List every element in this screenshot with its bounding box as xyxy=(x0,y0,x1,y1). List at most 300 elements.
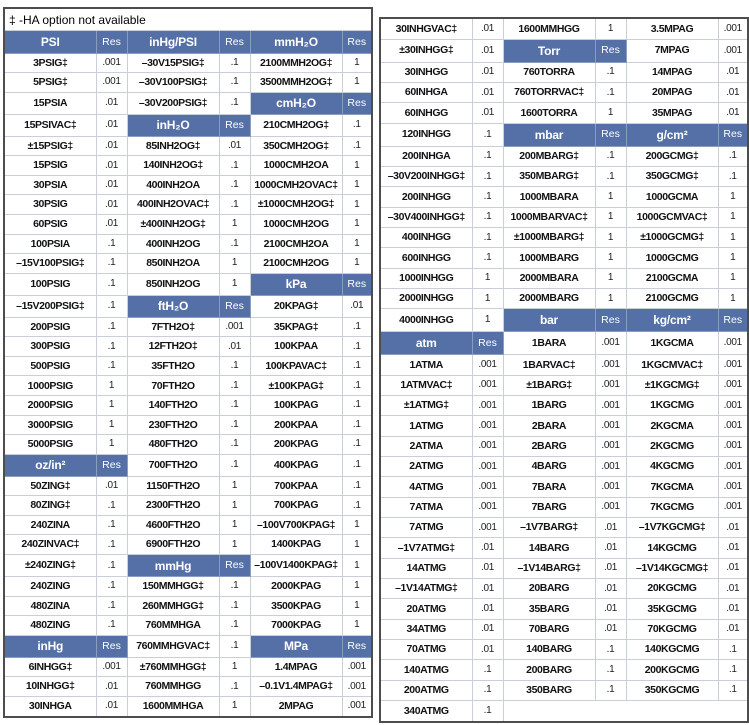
table-row xyxy=(4,435,372,455)
resolution-cell: .1 xyxy=(219,677,250,697)
unit-header-cell: inHg/PSI xyxy=(127,31,219,53)
unit-header-row xyxy=(4,31,372,53)
table-row xyxy=(380,207,748,227)
resolution-cell: .01 xyxy=(595,538,626,558)
table-row xyxy=(4,496,372,516)
resolution-cell: .1 xyxy=(219,73,250,93)
resolution-cell: 1 xyxy=(595,103,626,123)
unit-header-cell: kPa xyxy=(250,273,342,295)
resolution-cell: .01 xyxy=(718,558,748,578)
res-header-cell: Res xyxy=(718,309,748,332)
model-code-cell: ±1BARG‡ xyxy=(503,375,595,395)
table-row xyxy=(4,577,372,597)
resolution-cell: .1 xyxy=(472,660,503,680)
resolution-cell: .1 xyxy=(595,680,626,700)
model-code-cell: 1BARA xyxy=(503,332,595,355)
model-code-cell: 3500MMH2OG‡ xyxy=(250,73,342,93)
resolution-cell: .001 xyxy=(718,416,748,436)
resolution-cell: .01 xyxy=(595,578,626,598)
resolution-cell: 1 xyxy=(219,515,250,535)
model-code-cell: 140KGCMG xyxy=(626,639,718,659)
res-header-cell: Res xyxy=(219,114,250,136)
resolution-cell: .001 xyxy=(595,375,626,395)
res-header-cell: Res xyxy=(342,92,372,114)
resolution-cell: .001 xyxy=(96,53,127,73)
unit-header-cell: PSI xyxy=(4,31,96,53)
unit-header-cell: kg/cm² xyxy=(626,309,718,332)
resolution-cell: 1 xyxy=(472,268,503,288)
model-code-cell: 120INHGG xyxy=(380,123,472,146)
table-row xyxy=(380,700,748,722)
model-code-cell: 2000KPAG xyxy=(250,577,342,597)
table-row xyxy=(4,337,372,357)
table-row xyxy=(4,156,372,176)
model-code-cell: 1BARVAC‡ xyxy=(503,355,595,375)
model-code-cell: 200GCMG‡ xyxy=(626,146,718,166)
resolution-cell: .001 xyxy=(718,355,748,375)
model-code-cell: 1600MMHGA xyxy=(127,696,219,717)
resolution-cell: 1 xyxy=(342,73,372,93)
unit-header-cell: ftH₂O xyxy=(127,295,219,317)
table-row xyxy=(4,215,372,235)
model-code-cell: 400INHGG xyxy=(380,227,472,247)
resolution-cell: .1 xyxy=(96,317,127,337)
model-code-cell: 15PSIG xyxy=(4,156,96,176)
table-row xyxy=(380,375,748,395)
resolution-cell: .001 xyxy=(595,355,626,375)
model-code-cell: 4BARG xyxy=(503,456,595,476)
model-code-cell: 30PSIA xyxy=(4,175,96,195)
model-code-cell: –100V700KPAG‡ xyxy=(250,515,342,535)
resolution-cell: .1 xyxy=(595,660,626,680)
unit-header-cell: Torr xyxy=(503,39,595,62)
resolution-cell: .001 xyxy=(472,375,503,395)
table-row xyxy=(4,53,372,73)
model-code-cell: 2KGCMA xyxy=(626,416,718,436)
model-code-cell: 60INHGG xyxy=(380,103,472,123)
table-row xyxy=(4,515,372,535)
resolution-cell: 1 xyxy=(342,616,372,636)
resolution-cell: .01 xyxy=(718,62,748,82)
table-row xyxy=(380,436,748,456)
model-code-cell: 400INH2OA xyxy=(127,175,219,195)
model-code-cell: 1000CMH2OA xyxy=(250,156,342,176)
table-row xyxy=(380,62,748,82)
table-row xyxy=(4,195,372,215)
model-code-cell: 30INHGVAC‡ xyxy=(380,18,472,39)
model-code-cell: 1600TORRA xyxy=(503,103,595,123)
model-code-cell: 700KPAG xyxy=(250,496,342,516)
model-code-cell: 70ATMG xyxy=(380,639,472,659)
resolution-cell: .01 xyxy=(96,156,127,176)
res-header-cell: Res xyxy=(595,309,626,332)
resolution-cell: .01 xyxy=(472,39,503,62)
model-code-cell: 1ATMVAC‡ xyxy=(380,375,472,395)
model-code-cell: 480FTH2O xyxy=(127,435,219,455)
resolution-cell: .01 xyxy=(472,639,503,659)
table-row xyxy=(4,317,372,337)
table-row xyxy=(4,616,372,636)
model-code-cell: 50ZING‡ xyxy=(4,476,96,496)
res-header-cell: Res xyxy=(96,454,127,476)
model-code-cell: 35KGCMG xyxy=(626,599,718,619)
table-row xyxy=(380,83,748,103)
resolution-cell: .1 xyxy=(595,167,626,187)
table-row xyxy=(4,657,372,677)
model-code-cell: 2100CMH2OA xyxy=(250,234,342,254)
resolution-cell: .01 xyxy=(96,114,127,136)
resolution-cell: .01 xyxy=(472,83,503,103)
resolution-cell: 1 xyxy=(342,515,372,535)
resolution-cell: .001 xyxy=(472,436,503,456)
resolution-cell: .1 xyxy=(472,146,503,166)
resolution-cell: 1 xyxy=(595,268,626,288)
model-code-cell: 1000MBARVAC‡ xyxy=(503,207,595,227)
resolution-cell: .001 xyxy=(472,355,503,375)
model-code-cell: 1ATMA xyxy=(380,355,472,375)
table-row xyxy=(4,175,372,195)
resolution-cell: .1 xyxy=(219,435,250,455)
unit-header-cell: mmH₂O xyxy=(250,31,342,53)
model-code-cell: 2100GCMA xyxy=(626,268,718,288)
resolution-cell: .001 xyxy=(595,477,626,497)
model-code-cell: 100KPAA xyxy=(250,337,342,357)
resolution-cell: 1 xyxy=(595,18,626,39)
table-row xyxy=(4,254,372,274)
model-code-cell: 80ZING‡ xyxy=(4,496,96,516)
resolution-cell: 1 xyxy=(718,187,748,207)
resolution-cell: .1 xyxy=(595,146,626,166)
right-table-body xyxy=(380,18,748,722)
table-row xyxy=(380,395,748,415)
model-code-cell: ±760MMHGG‡ xyxy=(127,657,219,677)
resolution-cell: 1 xyxy=(595,248,626,268)
resolution-cell: .1 xyxy=(219,175,250,195)
table-row xyxy=(380,227,748,247)
model-code-cell: 200PSIG xyxy=(4,317,96,337)
model-code-cell: 230FTH2O xyxy=(127,415,219,435)
model-code-cell: 1600MMHGG xyxy=(503,18,595,39)
model-code-cell: 7ATMA xyxy=(380,497,472,517)
table-row xyxy=(380,619,748,639)
model-code-cell: 3500KPAG xyxy=(250,596,342,616)
table-row xyxy=(380,248,748,268)
resolution-cell: .1 xyxy=(219,195,250,215)
model-code-cell: 200INHGG xyxy=(380,187,472,207)
table-row xyxy=(4,596,372,616)
resolution-cell: .1 xyxy=(472,248,503,268)
model-code-cell: 850INH2OG xyxy=(127,273,219,295)
model-code-cell: 140INH2OG‡ xyxy=(127,156,219,176)
resolution-cell: .1 xyxy=(472,167,503,187)
table-row xyxy=(4,376,372,396)
model-code-cell: 150MMHGG‡ xyxy=(127,577,219,597)
table-row xyxy=(380,680,748,700)
resolution-cell: 1 xyxy=(219,476,250,496)
model-code-cell: –1V14ATMG‡ xyxy=(380,578,472,598)
res-header-cell: Res xyxy=(595,123,626,146)
model-code-cell: 1150FTH2O xyxy=(127,476,219,496)
model-code-cell: –30V200INHGG‡ xyxy=(380,167,472,187)
model-code-cell: 4000INHGG xyxy=(380,309,472,332)
resolution-cell: 1 xyxy=(219,657,250,677)
resolution-cell: 1 xyxy=(595,227,626,247)
resolution-cell: .1 xyxy=(96,496,127,516)
unit-header-cell: mmHg xyxy=(127,554,219,576)
table-row xyxy=(380,167,748,187)
pressure-spec-table-left xyxy=(3,7,373,718)
model-code-cell: ±1KGCMG‡ xyxy=(626,375,718,395)
resolution-cell: .01 xyxy=(472,619,503,639)
model-code-cell: 20KGCMG xyxy=(626,578,718,598)
res-header-cell: Res xyxy=(595,39,626,62)
model-code-cell: 6INHGG‡ xyxy=(4,657,96,677)
resolution-cell: .1 xyxy=(96,337,127,357)
unit-header-cell: oz/in² xyxy=(4,454,96,476)
resolution-cell: 1 xyxy=(342,234,372,254)
model-code-cell: 6900FTH2O xyxy=(127,535,219,555)
model-code-cell: 400INH2OG xyxy=(127,234,219,254)
resolution-cell: .01 xyxy=(96,136,127,156)
model-code-cell: 1KGCMVAC‡ xyxy=(626,355,718,375)
resolution-cell: .1 xyxy=(219,396,250,416)
table-row xyxy=(380,288,748,308)
model-code-cell: 4ATMG xyxy=(380,477,472,497)
model-code-cell: 10INHGG‡ xyxy=(4,677,96,697)
model-code-cell: 1000CMH2OG xyxy=(250,215,342,235)
model-code-cell: 350KGCMG xyxy=(626,680,718,700)
resolution-cell: .001 xyxy=(472,517,503,537)
resolution-cell: .1 xyxy=(219,356,250,376)
model-code-cell: 70KGCMG xyxy=(626,619,718,639)
resolution-cell: .001 xyxy=(219,317,250,337)
model-code-cell: 2100CMH2OG xyxy=(250,254,342,274)
resolution-cell: .1 xyxy=(342,496,372,516)
resolution-cell: .1 xyxy=(472,207,503,227)
resolution-cell: 1 xyxy=(342,53,372,73)
left-table-body xyxy=(4,8,372,717)
table-row xyxy=(4,415,372,435)
resolution-cell: .1 xyxy=(342,356,372,376)
model-code-cell: 240ZING xyxy=(4,577,96,597)
resolution-cell: .01 xyxy=(96,215,127,235)
model-code-cell: 3000PSIG xyxy=(4,415,96,435)
model-code-cell: 100PSIG xyxy=(4,273,96,295)
resolution-cell: .001 xyxy=(595,395,626,415)
resolution-cell: .001 xyxy=(342,696,372,717)
model-code-cell: 30INHGG xyxy=(380,62,472,82)
model-code-cell: 200KPAG xyxy=(250,435,342,455)
model-code-cell: 200INHGA xyxy=(380,146,472,166)
table-row xyxy=(380,355,748,375)
resolution-cell: 1 xyxy=(342,535,372,555)
resolution-cell: .001 xyxy=(718,332,748,355)
resolution-cell: .001 xyxy=(718,39,748,62)
resolution-cell: .001 xyxy=(718,477,748,497)
res-header-cell: Res xyxy=(219,554,250,576)
resolution-cell: .1 xyxy=(219,635,250,657)
model-code-cell: 7KGCMA xyxy=(626,477,718,497)
model-code-cell: 60PSIG xyxy=(4,215,96,235)
model-code-cell: 1400KPAG xyxy=(250,535,342,555)
resolution-cell: 1 xyxy=(595,207,626,227)
resolution-cell: .001 xyxy=(718,497,748,517)
model-code-cell: ±1000GCMG‡ xyxy=(626,227,718,247)
resolution-cell: .1 xyxy=(96,254,127,274)
model-code-cell: 400INH2OVAC‡ xyxy=(127,195,219,215)
resolution-cell: .01 xyxy=(472,578,503,598)
resolution-cell: 1 xyxy=(96,396,127,416)
model-code-cell: 480ZING xyxy=(4,616,96,636)
model-code-cell: 240ZINVAC‡ xyxy=(4,535,96,555)
resolution-cell: .1 xyxy=(595,62,626,82)
resolution-cell: .1 xyxy=(342,317,372,337)
model-code-cell: –1V7KGCMG‡ xyxy=(626,517,718,537)
res-header-cell: Res xyxy=(342,635,372,657)
model-code-cell: 35BARG xyxy=(503,599,595,619)
model-code-cell: 20KPAG‡ xyxy=(250,295,342,317)
resolution-cell: .01 xyxy=(219,337,250,357)
resolution-cell: .001 xyxy=(472,416,503,436)
resolution-cell: 1 xyxy=(595,288,626,308)
resolution-cell: .01 xyxy=(342,295,372,317)
unit-header-cell: inH₂O xyxy=(127,114,219,136)
resolution-cell: .001 xyxy=(718,436,748,456)
model-code-cell: 2000MBARG xyxy=(503,288,595,308)
model-code-cell: 400KPAG xyxy=(250,454,342,476)
model-code-cell: –0.1V1.4MPAG‡ xyxy=(250,677,342,697)
res-header-cell: Res xyxy=(342,273,372,295)
model-code-cell: 35MPAG xyxy=(626,103,718,123)
resolution-cell: 1 xyxy=(219,496,250,516)
table-row xyxy=(4,295,372,317)
resolution-cell: .01 xyxy=(595,517,626,537)
resolution-cell: .001 xyxy=(96,73,127,93)
model-code-cell: 70BARG xyxy=(503,619,595,639)
model-code-cell: 200ATMG xyxy=(380,680,472,700)
resolution-cell: .001 xyxy=(472,497,503,517)
model-code-cell: 2ATMA xyxy=(380,436,472,456)
resolution-cell: .01 xyxy=(718,578,748,598)
table-row xyxy=(4,356,372,376)
model-code-cell: 1.4MPAG xyxy=(250,657,342,677)
resolution-cell: .1 xyxy=(96,273,127,295)
model-code-cell: 2100GCMG xyxy=(626,288,718,308)
resolution-cell: .1 xyxy=(219,415,250,435)
resolution-cell: .001 xyxy=(472,477,503,497)
model-code-cell: 34ATMG xyxy=(380,619,472,639)
table-row xyxy=(4,535,372,555)
table-row xyxy=(380,268,748,288)
resolution-cell: 1 xyxy=(718,268,748,288)
resolution-cell: .001 xyxy=(342,677,372,697)
resolution-cell: .1 xyxy=(96,616,127,636)
resolution-cell: .001 xyxy=(342,657,372,677)
model-code-cell: 200MBARG‡ xyxy=(503,146,595,166)
resolution-cell: .1 xyxy=(595,83,626,103)
resolution-cell: .01 xyxy=(96,195,127,215)
res-header-cell: Res xyxy=(342,31,372,53)
model-code-cell: 5PSIG‡ xyxy=(4,73,96,93)
model-code-cell: 14BARG xyxy=(503,538,595,558)
model-code-cell: 2300FTH2O xyxy=(127,496,219,516)
table-row xyxy=(4,92,372,114)
unit-header-cell: atm xyxy=(380,332,472,355)
resolution-cell: 1 xyxy=(718,207,748,227)
table-row xyxy=(380,146,748,166)
model-code-cell: 500PSIG xyxy=(4,356,96,376)
resolution-cell: .1 xyxy=(96,515,127,535)
unit-header-cell: MPa xyxy=(250,635,342,657)
model-code-cell: –30V15PSIG‡ xyxy=(127,53,219,73)
pressure-spec-table-right xyxy=(379,17,749,723)
resolution-cell: .01 xyxy=(219,136,250,156)
resolution-cell: .1 xyxy=(342,376,372,396)
resolution-cell: 1 xyxy=(472,309,503,332)
resolution-cell: .1 xyxy=(595,639,626,659)
model-code-cell: 760MMHGG xyxy=(127,677,219,697)
resolution-cell: 1 xyxy=(342,596,372,616)
model-code-cell: 350MBARG‡ xyxy=(503,167,595,187)
model-code-cell: 20MPAG xyxy=(626,83,718,103)
model-code-cell: ±1000CMH2OG‡ xyxy=(250,195,342,215)
model-code-cell: 60INHGA xyxy=(380,83,472,103)
model-code-cell: 260MMHGG‡ xyxy=(127,596,219,616)
resolution-cell: .01 xyxy=(595,599,626,619)
resolution-cell: .1 xyxy=(219,156,250,176)
table-row xyxy=(4,454,372,476)
model-code-cell: 14MPAG xyxy=(626,62,718,82)
model-code-cell: 30PSIG xyxy=(4,195,96,215)
resolution-cell: .1 xyxy=(219,53,250,73)
model-code-cell: ±400INH2OG‡ xyxy=(127,215,219,235)
model-code-cell: 30INHGA xyxy=(4,696,96,717)
resolution-cell: 1 xyxy=(342,215,372,235)
table-row xyxy=(4,396,372,416)
resolution-cell: .1 xyxy=(718,146,748,166)
model-code-cell: 140FTH2O xyxy=(127,396,219,416)
table-row xyxy=(380,497,748,517)
resolution-cell: .001 xyxy=(472,395,503,415)
model-code-cell: ±30INHGG‡ xyxy=(380,39,472,62)
resolution-cell: .1 xyxy=(219,92,250,114)
resolution-cell: .1 xyxy=(472,227,503,247)
model-code-cell: 760MMHGVAC‡ xyxy=(127,635,219,657)
model-code-cell: 210CMH2OG‡ xyxy=(250,114,342,136)
resolution-cell: .01 xyxy=(472,599,503,619)
resolution-cell: .001 xyxy=(718,456,748,476)
model-code-cell: 2BARG xyxy=(503,436,595,456)
model-code-cell: 200BARG xyxy=(503,660,595,680)
resolution-cell: 1 xyxy=(472,288,503,308)
resolution-cell: .1 xyxy=(219,596,250,616)
model-code-cell: 35FTH2O xyxy=(127,356,219,376)
model-code-cell: 1KGCMG xyxy=(626,395,718,415)
resolution-cell: .01 xyxy=(718,517,748,537)
table-row xyxy=(380,599,748,619)
unit-header-cell: cmH₂O xyxy=(250,92,342,114)
model-code-cell: 100KPAG xyxy=(250,396,342,416)
resolution-cell: .1 xyxy=(718,680,748,700)
unit-header-cell: g/cm² xyxy=(626,123,718,146)
table-row xyxy=(4,476,372,496)
resolution-cell: .001 xyxy=(595,332,626,355)
model-code-cell: 5000PSIG xyxy=(4,435,96,455)
model-code-cell: 20BARG xyxy=(503,578,595,598)
availability-note: ‡ -HA option not available xyxy=(4,8,372,31)
model-code-cell: –1V7BARG‡ xyxy=(503,517,595,537)
resolution-cell: .1 xyxy=(342,435,372,455)
